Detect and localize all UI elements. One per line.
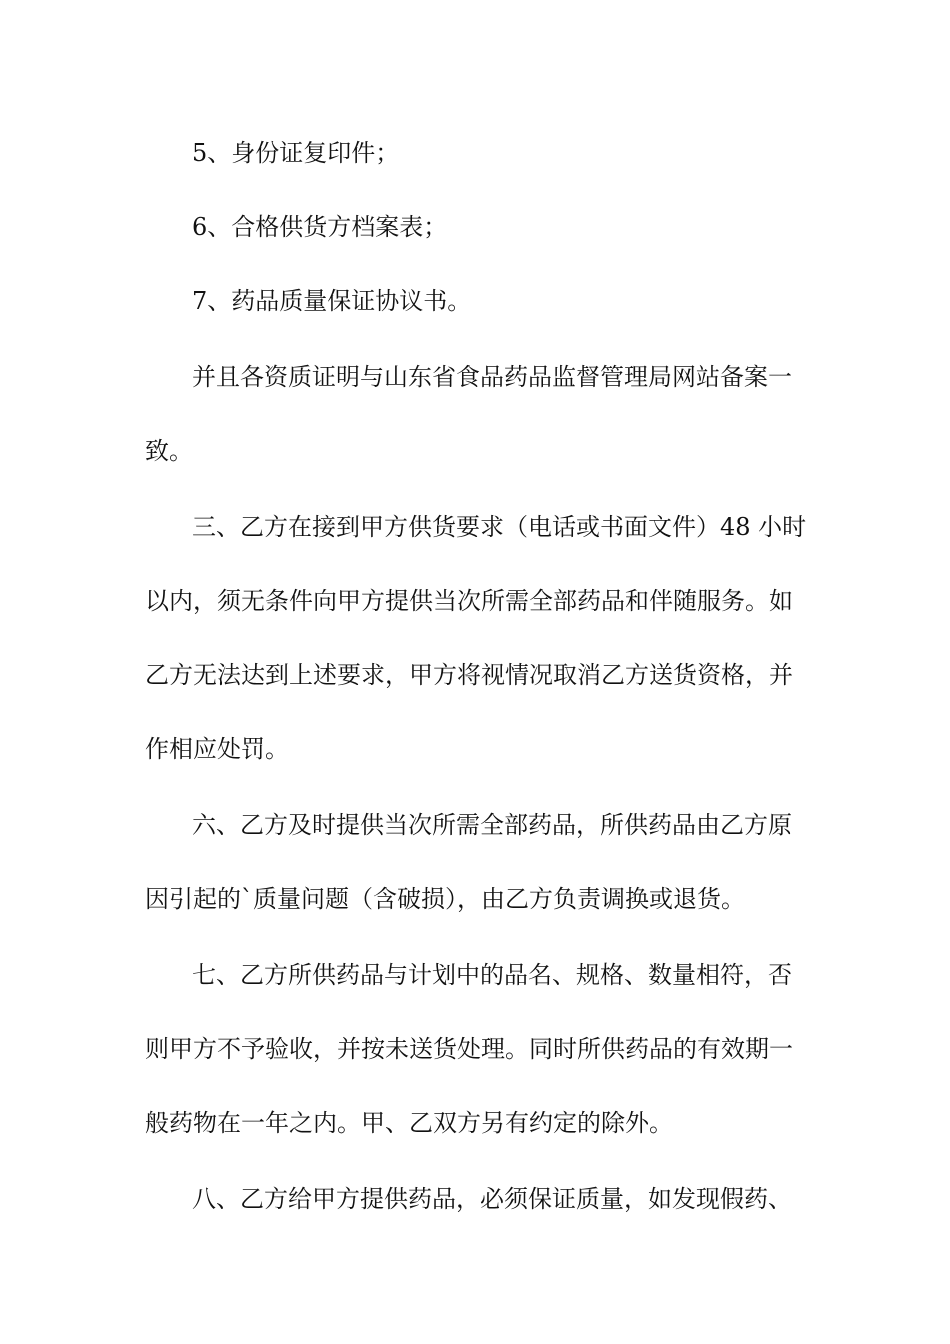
clause-three-line: 乙方无法达到上述要求，甲方将视情况取消乙方送货资格，并 [145, 661, 793, 689]
clause-three-line: 三、乙方在接到甲方供货要求（电话或书面文件）48 小时 [192, 513, 807, 541]
clause-three-line: 作相应处罚。 [145, 735, 289, 763]
clause-three-line: 以内，须无条件向甲方提供当次所需全部药品和伴随服务。如 [145, 587, 793, 615]
list-item-id-copy: 5、身份证复印件； [192, 139, 400, 167]
clause-seven-line: 般药物在一年之内。甲、乙双方另有约定的除外。 [145, 1109, 673, 1137]
clause-eight-line: 八、乙方给甲方提供药品，必须保证质量，如发现假药、 [192, 1185, 792, 1213]
clause-seven-line: 则甲方不予验收，并按未送货处理。同时所供药品的有效期一 [145, 1035, 793, 1063]
paragraph-text-line: 致。 [145, 437, 193, 465]
clause-six-line: 六、乙方及时提供当次所需全部药品，所供药品由乙方原 [192, 811, 792, 839]
list-item-supplier-archive: 6、合格供货方档案表； [192, 213, 448, 241]
list-item-quality-agreement: 7、药品质量保证协议书。 [192, 287, 472, 315]
clause-six-line: 因引起的`质量问题（含破损），由乙方负责调换或退货。 [145, 885, 745, 913]
clause-seven-line: 七、乙方所供药品与计划中的品名、规格、数量相符，否 [192, 961, 792, 989]
paragraph-text-line: 并且各资质证明与山东省食品药品监督管理局网站备案一 [192, 363, 792, 391]
